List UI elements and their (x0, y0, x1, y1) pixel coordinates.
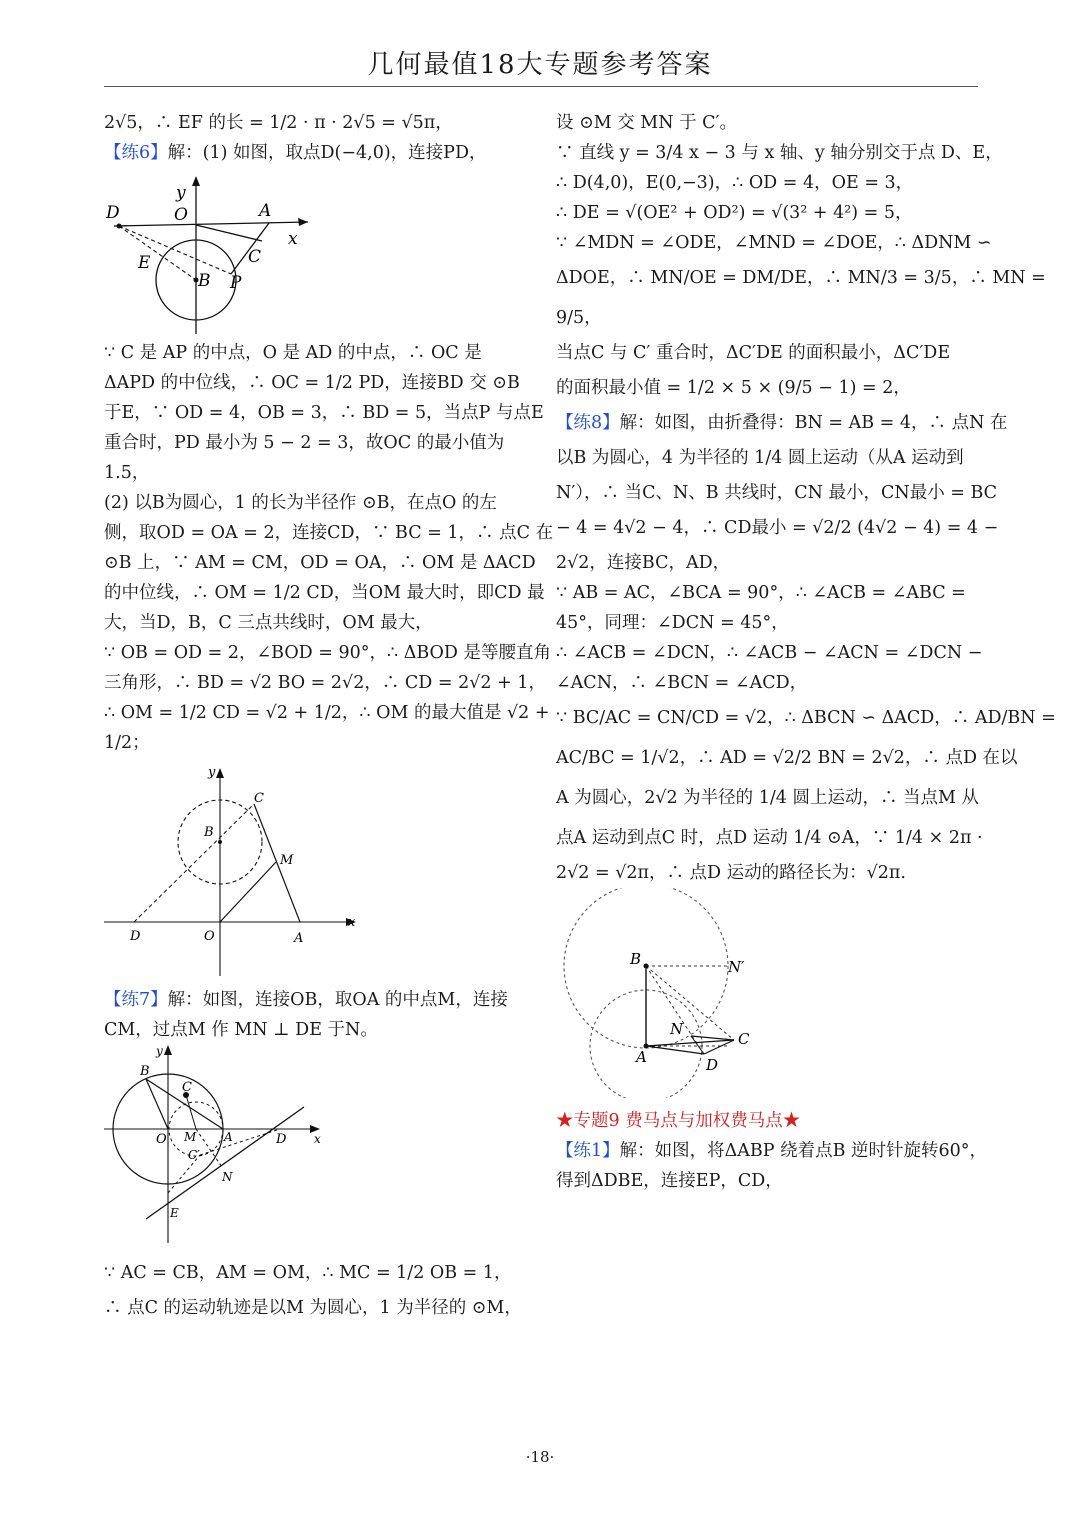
label-y: y (208, 765, 216, 780)
text-line: ∵ 直线 y = 3/4 x − 3 与 x 轴、y 轴分别交于点 D、E， (556, 143, 1003, 163)
text-line: 45°，同理：∠DCN = 45°， (556, 613, 789, 633)
page-header (0, 0, 1080, 88)
label-B: B (204, 825, 214, 840)
exercise-tag: 【练1】 (556, 1141, 620, 1161)
label-E: E (138, 253, 151, 273)
label-B: B (198, 271, 211, 291)
right-column (556, 108, 1056, 1196)
label-N-prime: N′ (728, 958, 745, 976)
figure-circle-b (104, 168, 324, 338)
label-C: C (182, 1080, 192, 1095)
label-y: y (176, 183, 186, 203)
text-line: ∠ACN，∴ ∠BCN = ∠ACD， (556, 673, 808, 693)
exercise-text: 解：如图，将ΔABP 绕着点B 逆时针旋转60°， (619, 1141, 988, 1161)
text-line: (2) 以B为圆心，1 的长为半径作 ⊙B，在点O 的左 (104, 493, 497, 513)
label-B: B (630, 950, 642, 968)
text-line: 大，当D，B，C 三点共线时，OM 最大， (104, 613, 433, 633)
page-title: 几何最值18大专题参考答案 (367, 50, 713, 80)
label-O: O (174, 205, 188, 225)
label-C: C (254, 791, 264, 806)
exercise-8-heading (556, 408, 1008, 438)
label-C: C (248, 247, 262, 267)
text-line: 9/5， (556, 308, 602, 328)
exercise-text: 解：如图，由折叠得：BN = AB = 4，∴ 点N 在 (619, 413, 1008, 433)
label-D: D (276, 1132, 287, 1147)
label-M: M (184, 1130, 197, 1144)
label-O: O (156, 1132, 167, 1147)
label-C: C (738, 1030, 750, 1048)
text-line: ∵ AB = AC，∠BCA = 90°，∴ ∠ACB = ∠ABC = (556, 583, 966, 603)
text-line: N′），∴ 当C、N、B 共线时，CN 最小，CN最小 = BC (556, 483, 998, 503)
text-line: ΔDOE，∴ MN/OE = DM/DE，∴ MN/3 = 3/5，∴ MN = (556, 268, 1046, 288)
label-A: A (294, 931, 304, 946)
label-A: A (259, 201, 272, 221)
text-line: − 4 = 4√2 − 4，∴ CD最小 = √2/2 (4√2 − 4) = 4 − (556, 518, 999, 538)
label-P: P (230, 273, 242, 293)
text-line: ∴ ∠ACB = ∠DCN，∴ ∠ACB − ∠ACN = ∠DCN − (556, 643, 983, 663)
text-line: ∵ C 是 AP 的中点，O 是 AD 的中点，∴ OC 是 (104, 343, 482, 363)
exercise-6-heading (104, 138, 524, 168)
text-line: 以B 为圆心，4 为半径的 1/4 圆上运动（从A 运动到 (556, 448, 964, 468)
exercise-text: 解：如图，连接OB，取OA 的中点M，连接 (167, 990, 508, 1010)
text-line: 的面积最小值 = 1/2 × 5 × (9/5 − 1) = 2， (556, 378, 911, 398)
text-line: 点A 运动到点C 时，点D 运动 1/4 ⊙A，∵ 1/4 × 2π · (556, 828, 983, 848)
figure-circle-b-2 (104, 764, 364, 979)
text-line: 得到ΔDBE，连接EP，CD， (556, 1171, 783, 1191)
exercise-1-heading (556, 1136, 988, 1166)
left-column (104, 108, 554, 1323)
label-D: D (706, 1056, 719, 1074)
text-line: 当点C 与 C′ 重合时，ΔC′DE 的面积最小，ΔC′DE (556, 343, 951, 363)
label-N: N (670, 1020, 684, 1038)
text-line: ⊙B 上，∵ AM = CM，OD = OA，∴ OM 是 ΔACD (104, 553, 536, 573)
topic-9-heading: ★专题9 费马点与加权费马点★ (556, 1111, 801, 1131)
text-line: AC/BC = 1/√2，∴ AD = √2/2 BN = 2√2，∴ 点D 在以 (556, 748, 1018, 768)
exercise-tag: 【练7】 (104, 990, 168, 1010)
text-line: ∴ 点C 的运动轨迹是以M 为圆心，1 为半径的 ⊙M， (104, 1298, 522, 1318)
label-x: x (348, 915, 356, 930)
text-line: 2√5，∴ EF 的长 = 1/2 · π · 2√5 = √5π， (104, 113, 453, 133)
text-line: 重合时，PD 最小为 5 − 2 = 3，故OC 的最小值为 (104, 433, 505, 453)
text-line: ∵ AC = CB，AM = OM，∴ MC = 1/2 OB = 1， (104, 1263, 512, 1283)
text-line: 侧，取OD = OA = 2，连接CD，∵ BC = 1，∴ 点C 在 (104, 523, 554, 543)
text-line: 1/2； (104, 733, 150, 753)
text-line: ∴ DE = √(OE² + OD²) = √(3² + 4²) = 5， (556, 203, 913, 223)
figure-quarter-circles (556, 888, 796, 1098)
label-D: D (130, 929, 141, 944)
label-B: B (140, 1064, 150, 1079)
label-y: y (156, 1045, 163, 1058)
exercise-tag: 【练8】 (556, 413, 620, 433)
text-line: ∴ OM = 1/2 CD = √2 + 1/2，∴ OM 的最大值是 √2 + (104, 703, 550, 723)
text-line: 2√2，连接BC，AD， (556, 553, 731, 573)
text-line: 设 ⊙M 交 MN 于 C′。 (556, 113, 737, 133)
label-E: E (170, 1206, 179, 1220)
text-line: ∵ OB = OD = 2，∠BOD = 90°，∴ ΔBOD 是等腰直角 (104, 643, 551, 663)
label-A: A (224, 1130, 233, 1144)
text-line: ∵ BC/AC = CN/CD = √2，∴ ΔBCN ∽ ΔACD，∴ AD/BN = (556, 708, 1056, 728)
page-number: ·18· (525, 1448, 555, 1466)
text-line: ∵ ∠MDN = ∠ODE，∠MND = ∠DOE，∴ ΔDNM ∽ (556, 233, 992, 253)
text-line: 的中位线，∴ OM = 1/2 CD，当OM 最大时，即CD 最 (104, 583, 545, 603)
exercise-tag: 【练6】 (104, 143, 168, 163)
text-line: 三角形，∴ BD = √2 BO = 2√2，∴ CD = 2√2 + 1， (104, 673, 546, 693)
figure-circle-m (104, 1045, 334, 1245)
label-C-prime: C′ (188, 1148, 200, 1162)
text-line: 于E，∵ OD = 4，OB = 3，∴ BD = 5，当点P 与点E (104, 403, 544, 423)
text-line: ΔAPD 的中位线，∴ OC = 1/2 PD，连接BD 交 ⊙B (104, 373, 520, 393)
exercise-6-body (104, 338, 554, 758)
text-line: CM，过点M 作 MN ⊥ DE 于N。 (104, 1020, 378, 1040)
text-line: 2√2 = √2π，∴ 点D 运动的路径长为：√2π. (556, 863, 906, 883)
label-O: O (204, 929, 215, 944)
text-line: ∴ D(4,0)，E(0,−3)，∴ OD = 4，OE = 3， (556, 173, 914, 193)
label-M: M (280, 853, 294, 868)
header-rule (104, 86, 978, 87)
exercise-7-heading (104, 985, 524, 1015)
exercise-text: 解：(1) 如图，取点D(−4,0)，连接PD， (167, 143, 487, 163)
label-A: A (636, 1048, 647, 1066)
label-D: D (106, 203, 120, 223)
label-x: x (288, 229, 298, 249)
text-line: A 为圆心，2√2 为半径的 1/4 圆上运动，∴ 当点M 从 (556, 788, 980, 808)
label-x: x (314, 1132, 321, 1146)
label-N: N (222, 1170, 233, 1184)
text-line: 1.5， (104, 463, 150, 483)
